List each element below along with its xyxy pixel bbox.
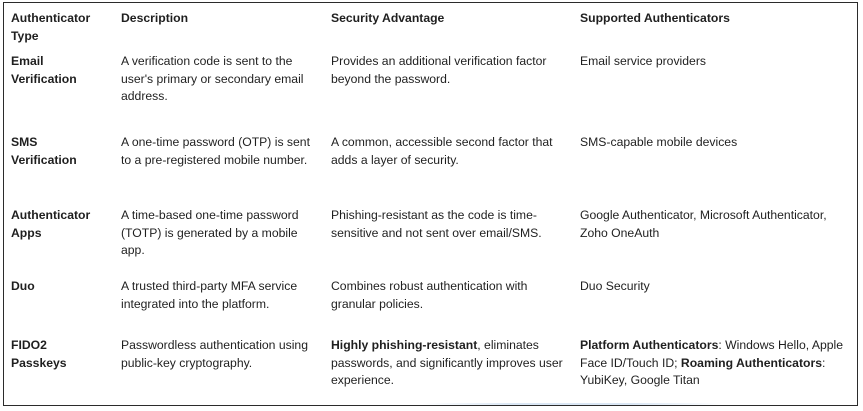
cell-advantage: Phishing-resistant as the code is time-sensitive and not sent over email/SMS.: [331, 208, 542, 240]
supported-text-roaming: : YubiKey, Google Titan: [580, 355, 826, 387]
advantage-emphasis: Highly phishing-resistant: [331, 338, 478, 352]
table-row: [3, 278, 858, 337]
cell-supported: Duo Security: [580, 279, 650, 293]
cell-description: A verification code is sent to the user's primary or secondary email address.: [121, 54, 304, 103]
authenticator-table-frame: [3, 2, 858, 406]
cell-type: Email Verification: [11, 54, 77, 86]
cell-description: A trusted third-party MFA service integrated into the platform.: [121, 279, 298, 311]
cell-type: Authenticator Apps: [11, 208, 91, 240]
cell-advantage: Combines robust authentication with granular policies.: [331, 279, 528, 311]
cell-type: FIDO2 Passkeys: [11, 338, 67, 370]
header-description: Description: [121, 11, 189, 25]
cell-advantage: Provides an additional verification factor beyond the password.: [331, 54, 547, 86]
cell-supported: SMS-capable mobile devices: [580, 135, 738, 149]
cell-supported: Email service providers: [580, 54, 706, 68]
cell-type: Duo: [11, 279, 35, 293]
table-row: [3, 45, 858, 128]
cell-description: Passwordless authentication using public-key cryptography.: [121, 338, 308, 370]
supported-text-platform: : Windows Hello, Apple Face ID/Touch ID;: [580, 338, 844, 370]
table-row: [3, 337, 858, 399]
table-row: [3, 205, 858, 278]
cell-supported: [572, 337, 858, 399]
cell-type: SMS Verification: [11, 135, 77, 167]
header-supported-authenticators: Supported Authenticators: [580, 11, 730, 25]
header-authenticator-type: Authenticator Type: [11, 11, 91, 43]
supported-emphasis-roaming: Roaming Authenticators: [680, 355, 822, 370]
header-security-advantage: Security Advantage: [331, 11, 445, 25]
cell-advantage: [323, 337, 572, 399]
table-row: [3, 128, 858, 205]
advantage-text: , eliminates passwords, and significantly improves user experience.: [331, 338, 563, 387]
cell-supported: Google Authenticator, Microsoft Authenticator, Zoho OneAuth: [580, 208, 827, 240]
authenticator-comparison-table: [3, 2, 858, 399]
supported-emphasis-platform: Platform Authenticators: [580, 338, 719, 352]
scroll-fade-overlay: [422, 403, 722, 406]
table-header-row: [3, 2, 858, 45]
cell-description: A one-time password (OTP) is sent to a pre-registered mobile number.: [121, 135, 310, 167]
cell-advantage: A common, accessible second factor that adds a layer of security.: [331, 135, 553, 167]
cell-description: A time-based one-time password (TOTP) is generated by a mobile app.: [121, 208, 299, 257]
